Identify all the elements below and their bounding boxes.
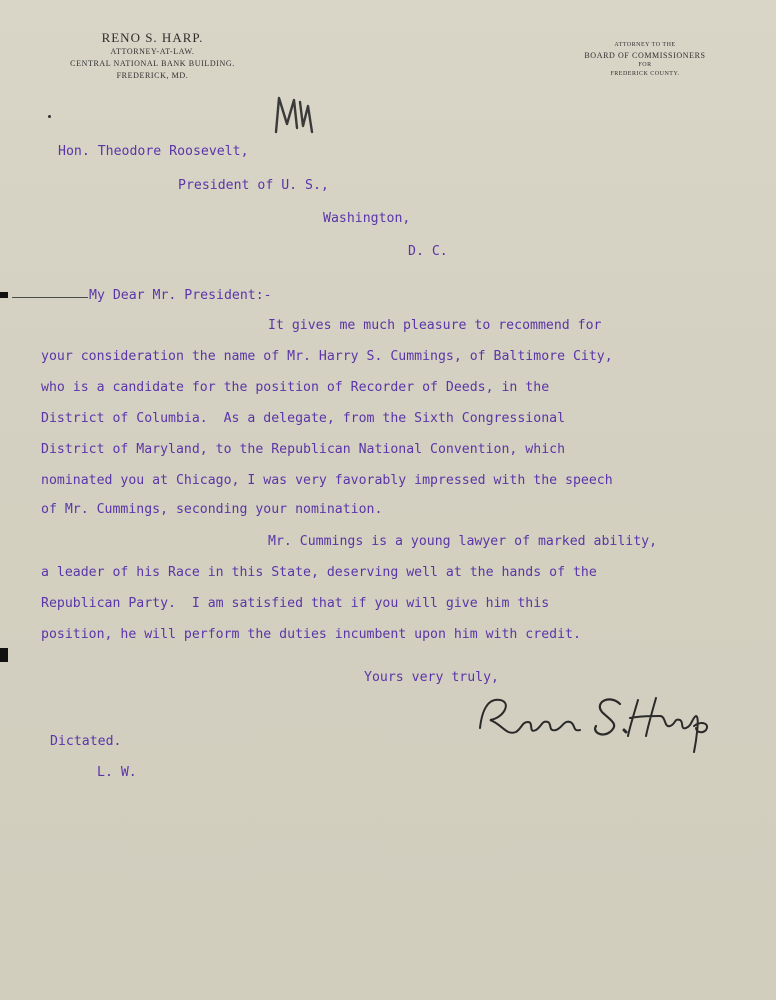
letterhead <box>0 0 776 100</box>
handwritten-initials <box>270 92 318 138</box>
handwritten-signature <box>470 680 730 760</box>
body-line: your consideration the name of Mr. Harry S. Cummings, of Baltimore City, <box>41 349 613 364</box>
body-line: a leader of his Race in this State, deserving well at the hands of the <box>41 565 597 580</box>
letterhead-right-line1: ATTORNEY TO THE <box>614 42 676 48</box>
letterhead-right-line4: FREDERICK COUNTY. <box>610 71 680 77</box>
ink-dot <box>48 115 51 118</box>
typist-initials: L. W. <box>97 765 137 780</box>
salutation-rule <box>12 297 88 298</box>
margin-mark-top <box>0 292 8 298</box>
letterhead-name: RENO S. HARP. <box>101 30 204 45</box>
body-line: who is a candidate for the position of Recorder of Deeds, in the <box>41 380 550 395</box>
letterhead-address: CENTRAL NATIONAL BANK BUILDING. <box>70 59 235 68</box>
letterhead-title: ATTORNEY-AT-LAW. <box>110 47 195 56</box>
letterhead-right-line3: FOR <box>638 62 652 68</box>
dictated-note: Dictated. <box>50 734 122 749</box>
body-line: nominated you at Chicago, I was very favorably impressed with the speech <box>41 473 613 488</box>
body-line: Republican Party. I am satisfied that if you will give him this <box>41 596 550 611</box>
address-line-3: Washington, <box>323 211 411 226</box>
body-line: It gives me much pleasure to recommend for <box>268 318 602 333</box>
letterhead-left <box>40 30 265 82</box>
letterhead-city: FREDERICK, MD. <box>116 71 189 80</box>
margin-mark-bottom <box>0 648 8 662</box>
address-line-1: Hon. Theodore Roosevelt, <box>58 144 249 159</box>
letterhead-right <box>555 41 735 79</box>
address-line-4: D. C. <box>408 244 448 259</box>
closing: Yours very truly, <box>364 670 499 685</box>
salutation: My Dear Mr. President:- <box>89 288 272 303</box>
body-line: Mr. Cummings is a young lawyer of marked ability, <box>268 534 658 549</box>
body-line: District of Columbia. As a delegate, from the Sixth Congressional <box>41 411 566 426</box>
body-line: of Mr. Cummings, seconding your nomination. <box>41 502 383 517</box>
letterhead-right-line2: BOARD OF COMMISSIONERS <box>584 51 706 60</box>
body-line: District of Maryland, to the Republican National Convention, which <box>41 442 566 457</box>
address-line-2: President of U. S., <box>178 178 329 193</box>
body-line: position, he will perform the duties incumbent upon him with credit. <box>41 627 581 642</box>
